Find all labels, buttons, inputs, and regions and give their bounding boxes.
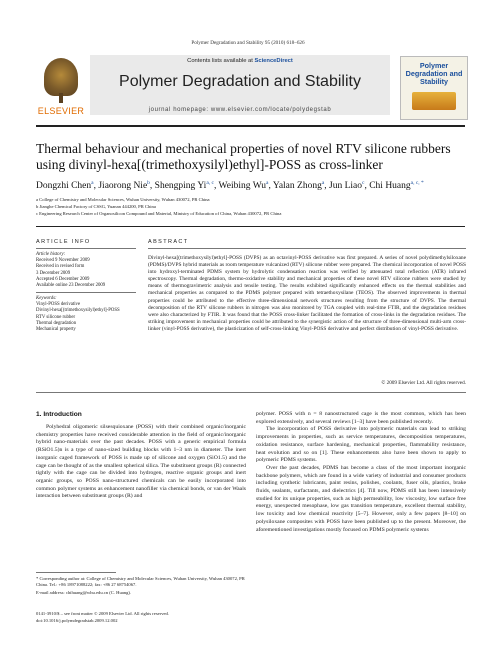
elsevier-tree-icon (44, 58, 78, 96)
intro-right-column (256, 411, 466, 534)
intro-left-column (36, 424, 246, 501)
cover-graphic (412, 92, 456, 110)
intro-paragraph: polymer. POSS with n = 8 nanostructured cage is the most common, which has been explored extensively, and several reviews [1–3] have been published recently. (256, 411, 466, 425)
affiliation-c: c Engineering Research Center of Organosilicon Compound and Material, Ministry of Education of China, Wuhan 430072, PR China (36, 211, 282, 216)
author-affiliation-mark: a, c, * (410, 180, 424, 186)
contents-prefix: Contents lists available at (187, 58, 255, 64)
affiliation-b: b Jianghe Chemical Factory of CSSG, Yuanan 444200, PR China (36, 204, 156, 209)
author-name[interactable]: Yalan Zhong (272, 181, 322, 192)
author-name[interactable]: Weibing Wu (218, 181, 267, 192)
sciencedirect-link[interactable]: ScienceDirect (254, 58, 293, 64)
history-label: Article history: (36, 252, 66, 257)
intro-paragraph: The incorporation of POSS derivative into polymeric materials can lead to striking improvements in properties, such as service temperatures, decomposition temperatures, oxidation resistance, surface hardening, mechanical properties, flammability resistance, heat evolution and so on [1]. These enhancements also have been shown to apply to polymeric PDMS systems. (256, 426, 466, 464)
title-line-1: Thermal behaviour and mechanical properties of novel RTV silicone rubbers (36, 141, 451, 156)
elsevier-logo-text: ELSEVIER (37, 106, 85, 116)
title-line-2: using divinyl-hexa[(trimethoxysilyl)ethyl]-POSS as cross-linker (36, 157, 383, 172)
abstract-text: Divinyl-hexa[(trimethoxysilyl)ethyl]-POSS (DVPS) as an octavinyl-POSS derivative was first prepared. A series of novel polydimethylsiloxane (PDMS)/DVPS hybrid materials as room temperature vulcanized (RTV) silicone rubber were prepared. The chemical incorporation of novel POSS into hydroxyl-terminated PDMS system by hydrolytic condensation reaction was verified by attenuated total reflection (ATR) infrared spectroscopy. Thermal degradation, thermo-oxidative stability and mechanical properties of these novel RTV silicone rubbers were studied by means of thermogravimetric analysis and tensile testing. The results exhibited significantly enhanced effects on the thermal stabilities and mechanical properties as compared to the PDMS polymer prepared with tetraethoxysilane (TEOS). The observed improvements in thermal properties could be attributed to the effective three-dimensional network structures resulting from the structure of DVPS. The thermal decomposition of the RTV silicone rubbers in nitrogen was also monitored by TGA coupled with real-time FTIR, and the degradation residues were also characterized by FTIR. It was found that the POSS cross-linker facilitated the formation of cross-links in the degradation residues. The striking improvement in mechanical properties could be attributed to the synergistic action of the structure of three-dimensional multi-arm cross-linker (vinyl-POSS derivative), the plasticization of self-cross-linking Vinyl-POSS derivative and perfect distribution of vinyl-POSS derivative. (148, 255, 466, 332)
abstract-bottom-rule (36, 392, 466, 393)
keyword: RTV silicone rubber (36, 314, 76, 320)
article-history (36, 252, 141, 289)
cover-title: Polymer Degradation and Stability (405, 61, 463, 86)
keywords-label: Keywords: (36, 296, 57, 301)
divider (36, 226, 465, 227)
intro-paragraph: Polyhedral oligomeric silsesquioxane (POSS) with their combined organic/inorganic chemistry properties have received considerable attention in the field of organic/inorganic hybrid nano-materials over the past decades. POSS with a generic empirical formula (RSiO1.5)n is a type of nano-sized building blocks with 1–3 nm in diameter. The inert inorganic caged framework of POSS is made up of silicone and oxygen (SiO1.5) and the cage can be thought of as the smallest spherical silica. The substituent groups (R) connected tightly with the cage can be divided into hydrogen, reactive organic groups and inert organic groups, so POSS nano-structured chemicals can be easily incorporated into common polymer systems as enhancement nanofiller via chemical bonds, or van der Waals interaction between substituent groups (R) and (36, 424, 246, 500)
author-list: Dongzhi Chen$^a$, Jiaorong Nie$^b$, Shengping Yi$^{a, c}$, Weibing Wu$^a$, Yalan Zhong$^a$, Jun Liao$^c$, Chi Huang$^{a, c, *}$ (36, 180, 424, 192)
info-rule (36, 248, 136, 249)
author-name[interactable]: Chi Huang (369, 181, 411, 192)
article-info-heading: ARTICLE INFO (36, 239, 91, 245)
keyword: Vinyl-POSS derivative (36, 302, 81, 308)
affiliation-a: a College of Chemistry and Molecular Sciences, Wuhan University, Wuhan 430072, PR China (36, 197, 210, 202)
author-affiliation-mark: c (362, 180, 365, 186)
history-item: 3 December 2009 (36, 270, 71, 276)
history-item: Received in revised form (36, 264, 85, 270)
journal-citation: Polymer Degradation and Stability 95 (2010) 618–626 (191, 40, 305, 46)
keyword: Mechanical property (36, 327, 76, 333)
author-affiliation-mark: a (91, 180, 94, 186)
keyword: Divinyl-hexa[(trimethoxysilyl)ethyl]-POSS (36, 308, 120, 314)
issn-line: 0141-3910/$ – see front matter © 2009 Elsevier Ltd. All rights reserved. (36, 611, 169, 616)
contents-line (90, 58, 390, 64)
abstract-heading: ABSTRACT (148, 239, 189, 245)
history-item: Received 9 November 2009 (36, 258, 90, 264)
author-affiliation-mark: a (321, 180, 325, 186)
history-item: Accepted 6 December 2009 (36, 276, 90, 282)
journal-title: Polymer Degradation and Stability (119, 73, 361, 90)
corresponding-author: * Corresponding author at: College of Chemistry and Molecular Sciences, Wuhan University, Wuhan 430072, PR China. Tel.: +86 18971088222; fax: +86 27 68754067. (36, 576, 245, 587)
author-name[interactable]: Dongzhi Chen (36, 181, 92, 192)
abstract-rule (148, 248, 466, 249)
intro-paragraph: Over the past decades, PDMS has become a class of the most important inorganic backbone polymers, which are found in a wide variety of industrial and consumer products including synthetic lubricants, paint resins, polishes, coolants, fuser oils, plastics, brake fluids, sealants, surfactants, and dielectrics [4]. Till now, PDMS still has been intensively studied for its unique properties, such as high permeability, low viscosity, low surface free energy, unexpected mesophase, low gas transition temperature, excellent thermal stability, low toxicity and low chemical reactivity [5–7]. However, only a few papers [8–10] on polysiloxane composites with POSS have been published up to the present. Moreover, the aforementioned investigations mostly focused on PDMS polymeric systems (256, 464, 466, 533)
footnote-rule (36, 572, 116, 573)
article-title (36, 141, 466, 173)
author-name[interactable]: Shengping Yi (154, 181, 207, 192)
keyword: Thermal degradation (36, 320, 77, 326)
journal-homepage[interactable]: journal homepage: www.elsevier.com/locate/polydegstab (148, 107, 332, 113)
author-name[interactable]: Jiaorong Nie (98, 181, 148, 192)
author-name[interactable]: Jun Liao (329, 181, 363, 192)
header-rule (36, 125, 465, 127)
info-rule-2 (36, 292, 136, 293)
doi-link[interactable]: doi:10.1016/j.polymdegradstab.2009.12.002 (36, 618, 118, 623)
email-line[interactable]: E-mail address: chihuang@whu.edu.cn (C. Huang). (36, 590, 132, 595)
introduction-heading: 1. Introduction (36, 411, 82, 418)
elsevier-tree-trunk (59, 93, 63, 103)
history-item: Available online 23 December 2009 (36, 283, 106, 289)
author-affiliation-mark: b (147, 180, 150, 186)
keywords (36, 296, 141, 333)
author-affiliation-mark: a, c (206, 180, 214, 186)
copyright: © 2009 Elsevier Ltd. All rights reserved. (381, 380, 466, 386)
author-affiliation-mark: a (266, 180, 269, 186)
